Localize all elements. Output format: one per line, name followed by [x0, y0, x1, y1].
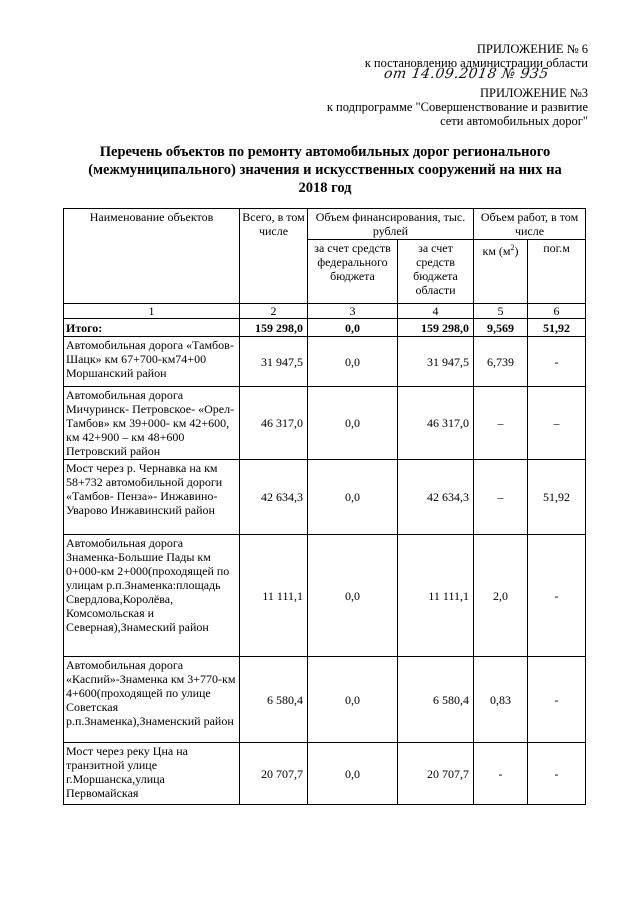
row-total: 6 580,4: [240, 657, 308, 743]
col-number-5: 5: [474, 304, 528, 319]
appendix-3-label: ПРИЛОЖЕНИЕ №3: [479, 86, 588, 100]
header-financing: Объем финансирования, тыс. рублей: [308, 209, 474, 240]
table-row: [64, 657, 586, 743]
row-pm: 51,92: [528, 460, 586, 535]
row-pm: -: [528, 535, 586, 657]
handwritten-date-number: от 14.09.2018 № 935: [382, 66, 550, 82]
row-total: 11 111,1: [240, 535, 308, 657]
header-total: Всего, в том числе: [240, 209, 308, 304]
col-number-4: 4: [398, 304, 474, 319]
row-federal: 0,0: [308, 743, 398, 805]
table-row: [64, 337, 586, 387]
row-federal: 0,0: [308, 535, 398, 657]
row-regional: 6 580,4: [398, 657, 474, 743]
row-regional: 11 111,1: [398, 535, 474, 657]
row-object-name: Автомобильная дорога «Каспий»-Знаменка км 3+770-км 4+600(проходящей по улице Советская р.п.Знаменка),Знаменский район: [64, 657, 240, 743]
row-total: 31 947,5: [240, 337, 308, 387]
col-number-3: 3: [308, 304, 398, 319]
title-line-1: Перечень объектов по ремонту автомобильных дорог регионального: [99, 144, 551, 160]
row-total: 42 634,3: [240, 460, 308, 535]
appendix-3-reference-line1: к подпрограмме "Совершенствование и развитие: [326, 100, 588, 114]
col-number-1: 1: [64, 304, 240, 319]
table-row: [64, 743, 586, 805]
row-total: 20 707,7: [240, 743, 308, 805]
total-label: Итого:: [64, 319, 240, 337]
row-object-name: Автомобильная дорога Мичуринск- Петровское- «Орел- Тамбов» км 39+000- км 42+600, км 42+900 – км 48+600 Петровский район: [64, 387, 240, 460]
total-pm: 51,92: [528, 319, 586, 337]
title-line-2: (межмуниципального) значения и искусственных сооружений на них на: [88, 162, 562, 178]
row-km: –: [474, 460, 528, 535]
total-row: [64, 319, 586, 337]
row-total: 46 317,0: [240, 387, 308, 460]
row-regional: 42 634,3: [398, 460, 474, 535]
col-number-6: 6: [528, 304, 586, 319]
row-object-name: Автомобильная дорога Знаменка-Большие Пады км 0+000-км 2+000(проходящей по улицам р.п.Знаменка:площадь Свердлова,Королёва, Комсомольская и Северная),Знамеский район: [64, 535, 240, 657]
header-volume: Объем работ, в том числе: [474, 209, 586, 240]
header-regional: за счет средств бюджета области: [398, 240, 474, 304]
appendix-6-label: ПРИЛОЖЕНИЕ № 6: [476, 42, 588, 56]
row-regional: 46 317,0: [398, 387, 474, 460]
header-name: Наименование объектов: [64, 209, 240, 304]
total-km: 9,569: [474, 319, 528, 337]
row-federal: 0,0: [308, 337, 398, 387]
total-regional: 159 298,0: [398, 319, 474, 337]
row-object-name: Мост через р. Чернавка на км 58+732 автомобильной дороги «Тамбов- Пенза»- Инжавино- Уварово Инжавинский район: [64, 460, 240, 535]
row-km: 2,0: [474, 535, 528, 657]
row-pm: -: [528, 657, 586, 743]
total-sum: 159 298,0: [240, 319, 308, 337]
row-object-name: Автомобильная дорога «Тамбов-Шацк» км 67+700-км74+00 Моршанский район: [64, 337, 240, 387]
document-title: [80, 143, 570, 197]
title-line-3: 2018 год: [298, 180, 352, 196]
appendix-3-reference-line2: сети автомобильных дорог": [440, 114, 588, 128]
col-number-2: 2: [240, 304, 308, 319]
header-km: км $(м^2)$: [474, 240, 528, 304]
table-row: [64, 460, 586, 535]
header-pm: пог.м: [528, 240, 586, 304]
table-row: [64, 535, 586, 657]
row-pm: -: [528, 743, 586, 805]
header-federal: за счет средств федерального бюджета: [308, 240, 398, 304]
row-federal: 0,0: [308, 387, 398, 460]
row-federal: 0,0: [308, 460, 398, 535]
row-pm: –: [528, 387, 586, 460]
row-km: -: [474, 743, 528, 805]
row-pm: -: [528, 337, 586, 387]
row-regional: 20 707,7: [398, 743, 474, 805]
total-federal: 0,0: [308, 319, 398, 337]
row-km: 6,739: [474, 337, 528, 387]
row-federal: 0,0: [308, 657, 398, 743]
objects-table: [63, 208, 586, 805]
appendix-6-reference: к постановлению администрации области: [364, 56, 588, 70]
row-km: 0,83: [474, 657, 528, 743]
row-km: –: [474, 387, 528, 460]
row-regional: 31 947,5: [398, 337, 474, 387]
row-object-name: Мост через реку Цна на транзитной улице г.Моршанска,улица Первомайская: [64, 743, 240, 805]
table-row: [64, 387, 586, 460]
